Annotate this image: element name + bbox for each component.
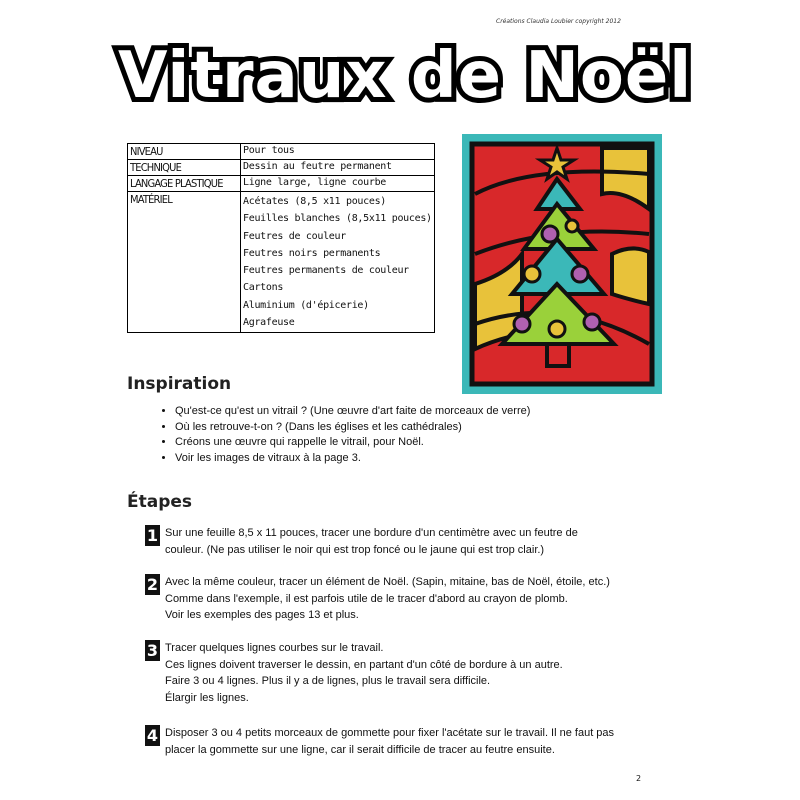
spec-row-materiel: [128, 192, 435, 333]
materiel-item: Acétates (8,5 x11 pouces): [243, 196, 387, 207]
copyright-note: Créations Claudia Loubier copyright 2012: [496, 18, 621, 25]
materiel-item: Cartons: [243, 282, 284, 294]
step-4: [145, 725, 665, 758]
materiel-item: Feutres permanents de couleur: [243, 265, 409, 277]
step-line: Comme dans l'exemple, il est parfois utile de le tracer d'abord au crayon de plomb.: [165, 592, 568, 605]
spec-value: Ligne large, ligne courbe: [241, 176, 435, 192]
step-3: [145, 640, 665, 706]
step-line: Faire 3 ou 4 lignes. Plus il y a de lignes, plus le travail sera difficile.: [165, 675, 491, 687]
etapes-heading: Étapes: [127, 492, 193, 512]
step-line: Voir les exemples des pages 13 et plus.: [165, 609, 359, 621]
step-number: 2: [146, 575, 159, 594]
step-number: 3: [146, 641, 159, 660]
step-line: couleur. (Ne pas utiliser le noir qui est trop foncé ou le jaune qui est trop clair.): [165, 543, 545, 556]
spec-label: LANGAGE PLASTIQUE: [128, 176, 241, 192]
page-title: Vitraux de Noël: [118, 39, 693, 113]
step-1: [145, 525, 665, 558]
materiel-item: Aluminium (d'épicerie): [243, 299, 369, 311]
step-text: [165, 574, 665, 624]
spec-label: NIVEAU: [128, 144, 241, 160]
materiel-item: Agrafeuse: [243, 317, 295, 329]
step-text: [165, 525, 665, 558]
step-line: placer la gommette sur une ligne, car il serait difficile de tracer au feutre ensuite.: [165, 743, 555, 756]
list-item: • Qu'est-ce qu'est un vitrail ? (Une œuvre d'art faite de morceaux de verre): [175, 404, 645, 420]
spec-value: Pour tous: [241, 144, 435, 160]
christmas-tree-artwork: [462, 134, 662, 394]
step-line: Sur une feuille 8,5 x 11 pouces, tracer une bordure d'un centimètre avec un feutre de: [165, 527, 578, 539]
step-2: [145, 574, 665, 624]
list-item: • Où les retrouve-t-on ? (Dans les églises et les cathédrales): [175, 420, 645, 436]
materiel-list: [241, 192, 435, 333]
step-line: Disposer 3 ou 4 petits morceaux de gommette pour fixer l'acétate sur le travail. Il ne faut pas: [165, 727, 615, 739]
step-line: Avec la même couleur, tracer un élément de Noël. (Sapin, mitaine, bas de Noël, étoile, etc.): [165, 576, 610, 588]
step-line: Tracer quelques lignes courbes sur le travail.: [165, 642, 384, 654]
step-line: Élargir les lignes.: [165, 691, 249, 704]
materiel-item: Feutres de couleur: [243, 230, 346, 242]
materiel-item: Feuilles blanches (8,5x11 pouces): [243, 213, 432, 225]
step-text: [165, 640, 665, 706]
inspiration-heading: Inspiration: [127, 374, 232, 394]
spec-row-niveau: [128, 144, 435, 160]
step-text: [165, 725, 665, 758]
list-item: • Créons une œuvre qui rappelle le vitrail, pour Noël.: [175, 435, 645, 451]
materiel-item: Feutres noirs permanents: [243, 247, 381, 259]
inspiration-list: [155, 404, 645, 466]
spec-label: TECHNIQUE: [128, 160, 241, 176]
specs-table: [127, 143, 435, 333]
spec-label: MATÉRIEL: [128, 192, 241, 333]
step-number: 1: [146, 526, 159, 545]
spec-row-technique: [128, 160, 435, 176]
spec-value: Dessin au feutre permanent: [241, 160, 435, 176]
list-item: • Voir les images de vitraux à la page 3.: [175, 451, 645, 467]
step-number: 4: [146, 726, 159, 745]
stained-glass-christmas-tree-image: [462, 134, 662, 394]
page-number: 2: [636, 774, 642, 783]
step-line: Ces lignes doivent traverser le dessin, en partant d'un côté de bordure à un autre.: [165, 658, 563, 671]
spec-row-langage: [128, 176, 435, 192]
